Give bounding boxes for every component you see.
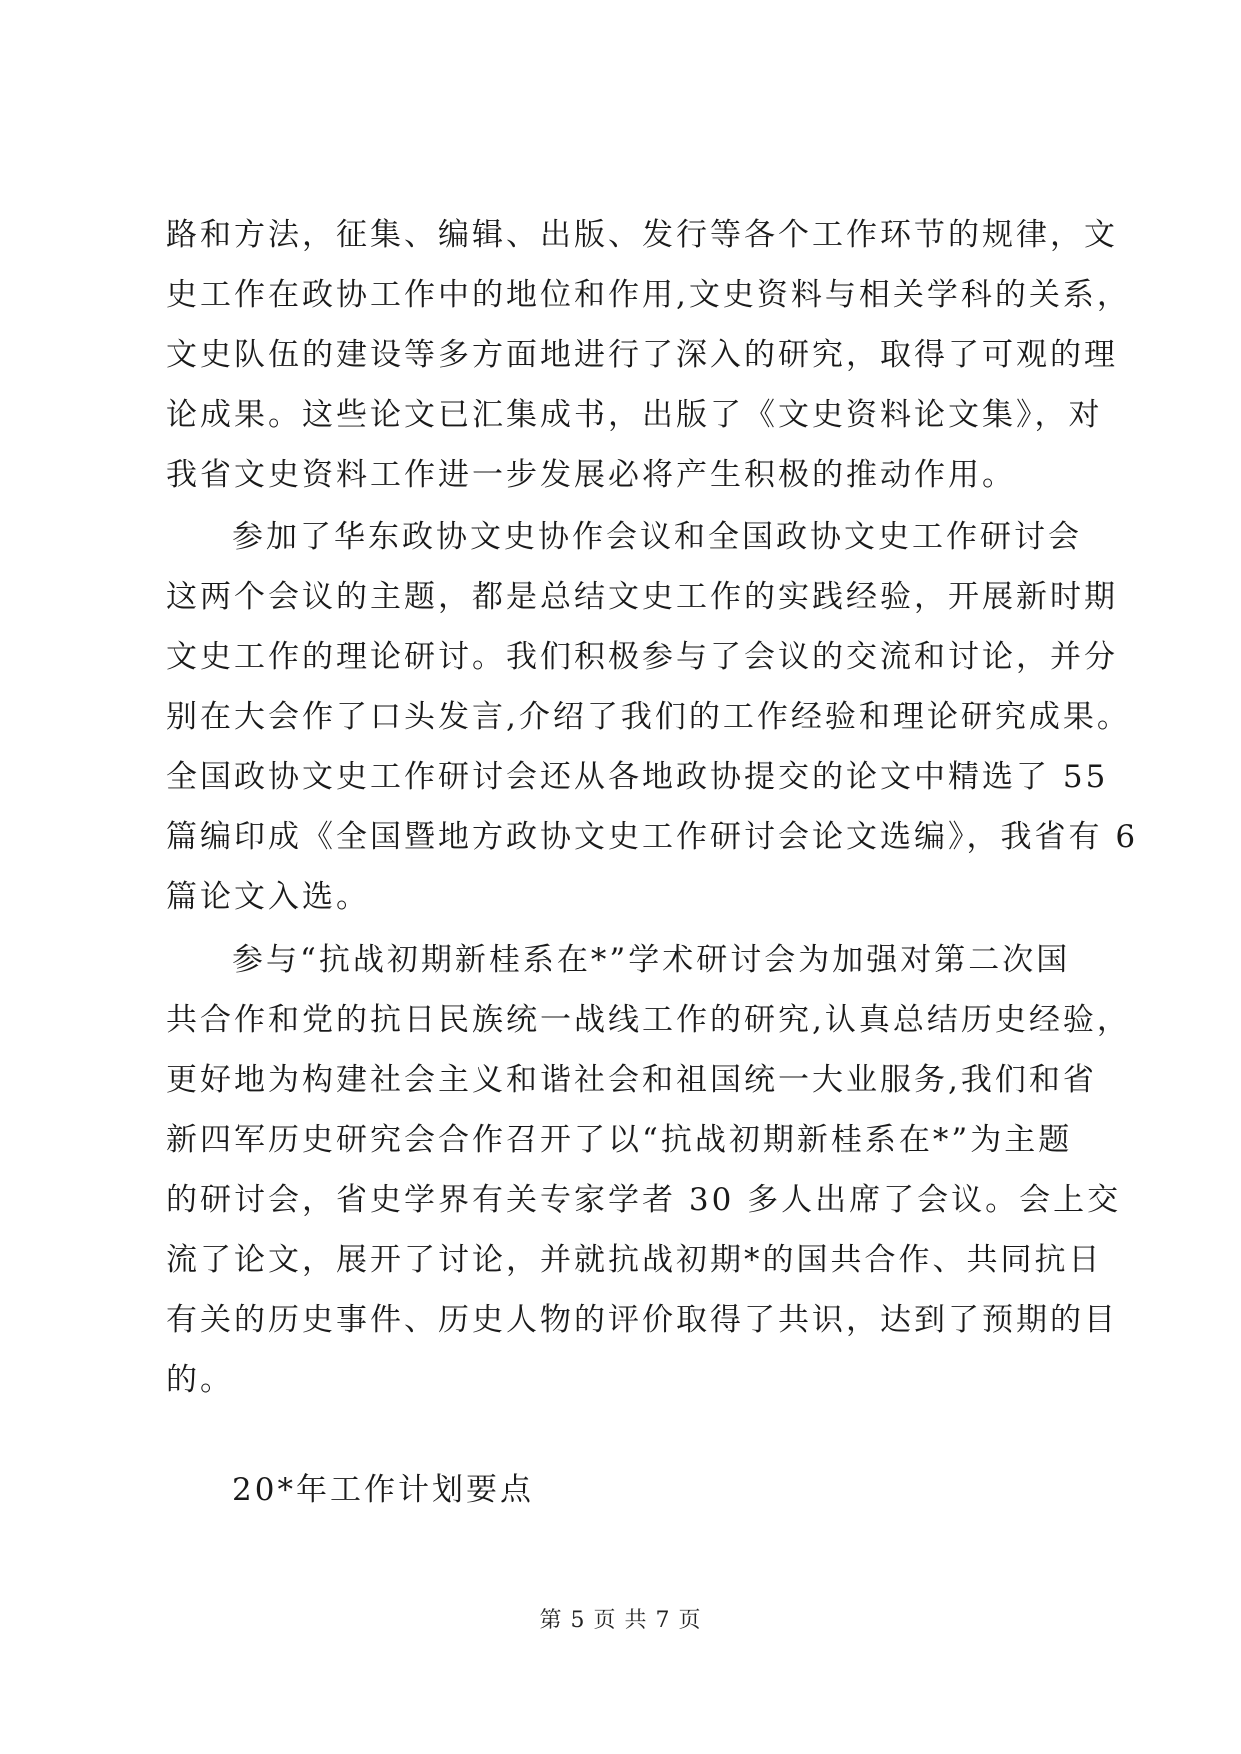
- text-line: 论成果。这些论文已汇集成书，出版了《文史资料论文集》，对: [166, 397, 1103, 433]
- paragraph-research-results: [166, 205, 1131, 505]
- text-line: 史工作在政协工作中的地位和作用,文史资料与相关学科的关系，: [166, 277, 1131, 313]
- text-line: 的研讨会，省史学界有关专家学者 30 多人出席了会议。会上交: [166, 1182, 1122, 1218]
- text-line: 这两个会议的主题，都是总结文史工作的实践经验，开展新时期: [166, 579, 1118, 615]
- text-line: 篇编印成《全国暨地方政协文史工作研讨会论文选编》，我省有 6: [166, 819, 1139, 855]
- text-line: 篇论文入选。: [166, 879, 370, 915]
- text-line: 新四军历史研究会合作召开了以“抗战初期新桂系在*”为主题: [166, 1122, 1073, 1158]
- text-line: 参加了华东政协文史协作会议和全国政协文史工作研讨会: [232, 519, 1082, 555]
- text-line: 文史工作的理论研讨。我们积极参与了会议的交流和讨论，并分: [166, 639, 1118, 675]
- text-line: 别在大会作了口头发言,介绍了我们的工作经验和理论研究成果。: [166, 699, 1131, 735]
- text-line: 参与“抗战初期新桂系在*”学术研讨会为加强对第二次国: [232, 942, 1071, 978]
- text-line: 的。: [166, 1362, 234, 1398]
- paragraph-conferences: [166, 507, 1139, 927]
- text-line: 我省文史资料工作进一步发展必将产生积极的推动作用。: [166, 457, 1016, 493]
- text-line: 文史队伍的建设等多方面地进行了深入的研究，取得了可观的理: [166, 337, 1118, 373]
- text-line: 全国政协文史工作研讨会还从各地政协提交的论文中精选了 55: [166, 759, 1109, 795]
- text-line: 共合作和党的抗日民族统一战线工作的研究,认真总结历史经验，: [166, 1002, 1131, 1038]
- text-line: 流了论文，展开了讨论，并就抗战初期*的国共合作、共同抗日: [166, 1242, 1103, 1278]
- paragraph-symposium: [166, 930, 1131, 1410]
- text-line: 路和方法，征集、编辑、出版、发行等各个工作环节的规律，文: [166, 217, 1118, 253]
- text-line: 更好地为构建社会主义和谐社会和祖国统一大业服务,我们和省: [166, 1062, 1097, 1098]
- section-heading: 20*年工作计划要点: [232, 1472, 534, 1508]
- page-number-footer: 第 5 页 共 7 页: [539, 1608, 702, 1633]
- text-line: 有关的历史事件、历史人物的评价取得了共识，达到了预期的目: [166, 1302, 1118, 1338]
